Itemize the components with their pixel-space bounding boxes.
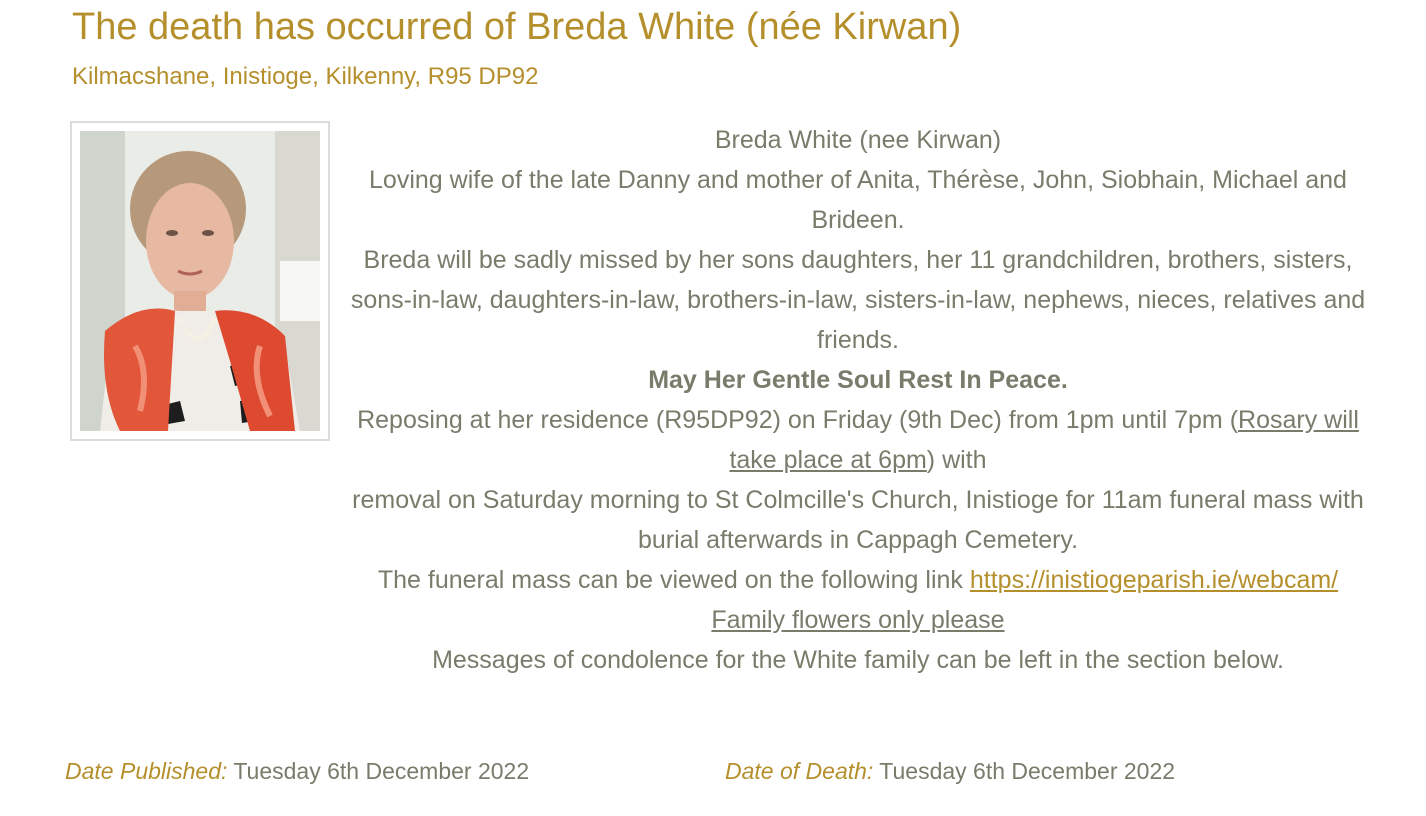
reposing-text: Reposing at her residence (R95DP92) on Friday (9th Dec) from 1pm until 7pm ( [357, 406, 1239, 434]
date-of-death-label: Date of Death: [725, 758, 874, 784]
portrait-illustration [80, 131, 320, 431]
missed-by-line: Breda will be sadly missed by her sons daughters, her 11 grandchildren, brothers, sisters, sons-in-law, daughters-in-law, brothers-in-law, sisters-in-law, nephews, nieces, relatives and friends. [350, 246, 1366, 354]
webcam-text: The funeral mass can be viewed on the following link [377, 566, 970, 594]
rip-line: May Her Gentle Soul Rest In Peace. [648, 366, 1068, 394]
date-published-value: Tuesday 6th December 2022 [227, 758, 530, 784]
removal-line: removal on Saturday morning to St Colmcille's Church, Inistioge for 11am funeral mass with burial afterwards in Cappagh Cemetery. [352, 486, 1364, 554]
address-line: Kilmacshane, Inistioge, Kilkenny, R95 DP92 [72, 63, 539, 90]
date-published-label: Date Published: [65, 758, 228, 784]
portrait-photo[interactable] [80, 131, 320, 431]
date-published [65, 756, 529, 786]
death-notice-body [346, 120, 1370, 680]
page-title: The death has occurred of Breda White (née Kirwan) [72, 6, 962, 48]
condolence-line: Messages of condolence for the White family can be left in the section below. [432, 646, 1284, 674]
reposing-tail: ) with [926, 446, 987, 474]
date-of-death-value: Tuesday 6th December 2022 [873, 758, 1176, 784]
flowers-text: Family flowers only please [711, 606, 1005, 634]
deceased-name-line: Breda White (nee Kirwan) [714, 126, 1002, 154]
reposing-line [346, 400, 1370, 480]
webcam-line [346, 560, 1370, 600]
date-of-death [725, 756, 1175, 786]
webcam-link[interactable]: https://inistiogeparish.ie/webcam/ [969, 566, 1339, 594]
photo-frame [70, 121, 330, 441]
flowers-line [346, 600, 1370, 640]
family-line: Loving wife of the late Danny and mother of Anita, Thérèse, John, Siobhain, Michael and Brideen. [369, 166, 1347, 234]
rosary-text: Rosary will take place at 6pm [729, 406, 1359, 474]
